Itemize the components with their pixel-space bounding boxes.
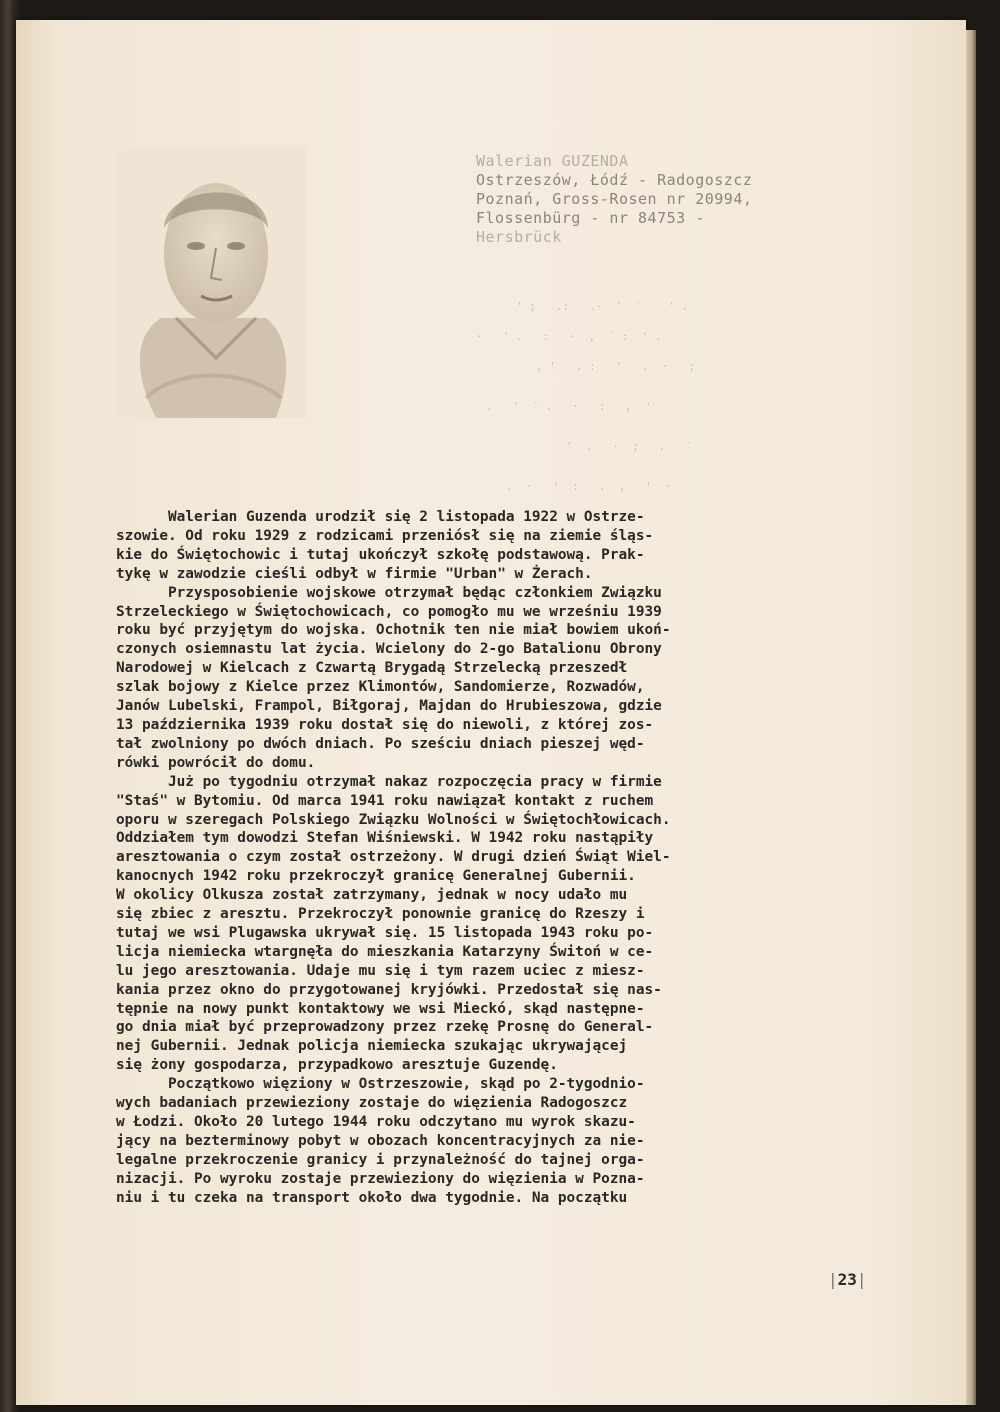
- text-line: czonych osiemnastu lat życia. Wcielony do 2-go Batalionu Obrony: [116, 641, 662, 658]
- text-line: Przysposobienie wojskowe otrzymał będąc członkiem Związku: [116, 584, 662, 601]
- text-line: w Łodzi. Około 20 lutego 1944 roku odczytano mu wyrok skazu-: [116, 1114, 636, 1130]
- text-line: oporu w szeregach Polskiego Związku Wolności w Świętochłowicach.: [116, 811, 671, 828]
- text-line: Już po tygodniu otrzymał nakaz rozpoczęcia pracy w firmie: [116, 773, 662, 790]
- text-line: Oddziałem tym dowodzi Stefan Wiśniewski. W 1942 roku nastąpiły: [116, 830, 654, 847]
- text-line: legalne przekroczenie granicy i przynależność do tajnej orga-: [116, 1151, 645, 1168]
- text-line: aresztowania o czym został ostrzeżony. W drugi dzień Świąt Wiel-: [116, 849, 671, 866]
- text-line: się żony gospodarza, przypadkowo aresztuje Guzendę.: [116, 1057, 558, 1074]
- text-line: go dnia miał być przeprowadzony przez rzekę Prosnę do General-: [116, 1019, 654, 1036]
- text-line: szlak bojowy z Kielce przez Klimontów, Sandomierze, Rozwadów,: [116, 679, 645, 696]
- show-through-noise: ' ; .: .· ' ˙ ' . · ' . : · , ˙ : ' . , ' . : ' . · ; . ' ˙ . · : , ' ' . · ; . ˙ . · ' : . , ' ·: [476, 300, 695, 493]
- text-line: tał zwolniony po dwóch dniach. Po sześciu dniach pieszej węd-: [116, 735, 645, 752]
- text-line: kie do Świętochowic i tutaj ukończył szkołę podstawową. Prak-: [116, 546, 645, 563]
- text-line: rówki powrócił do domu.: [116, 754, 316, 771]
- text-line: wych badaniach przewieziony zostaje do więzienia Radogoszcz: [116, 1095, 628, 1112]
- page-number: |23|: [828, 1270, 867, 1289]
- text-line: lu jego aresztowania. Udaje mu się i tym razem uciec z miesz-: [116, 962, 645, 979]
- caption-line: Flossenbürg - nr 84753 -: [476, 209, 705, 227]
- text-line: kania przez okno do przygotowanej kryjówki. Przedostał się nas-: [116, 981, 662, 998]
- book-page: [16, 20, 966, 1405]
- text-line: Walerian Guzenda urodził się 2 listopada 1922 w Ostrze-: [116, 509, 645, 525]
- text-line: roku być przyjętym do wojska. Ochotnik ten nie miał bowiem ukoń-: [116, 622, 671, 639]
- text-line: nej Gubernii. Jednak policja niemiecka szukając ukrywającej: [116, 1038, 628, 1055]
- text-line: szowie. Od roku 1929 z rodzicami przeniósł się na ziemie śląs-: [116, 527, 654, 544]
- text-line: Początkowo więziony w Ostrzeszowie, skąd po 2-tygodnio-: [116, 1076, 645, 1093]
- caption-line: Hersbrück: [476, 228, 562, 246]
- caption-line: Poznań, Gross-Rosen nr 20994,: [476, 190, 753, 208]
- text-line: kanocnych 1942 roku przekroczył granicę Generalnej Gubernii.: [116, 868, 636, 885]
- text-line: jący na bezterminowy pobyt w obozach koncentracyjnych za nie-: [116, 1132, 645, 1149]
- caption-name: Walerian GUZENDA: [476, 152, 629, 170]
- text-line: Janów Lubelski, Frampol, Biłgoraj, Majdan do Hrubieszowa, gdzie: [116, 698, 662, 715]
- photo-caption: [476, 152, 876, 247]
- caption-line: Ostrzeszów, Łódź - Radogoszcz: [476, 171, 753, 189]
- text-line: niu i tu czeka na transport około dwa tygodnie. Na początku: [116, 1189, 628, 1206]
- text-line: nizacji. Po wyroku zostaje przewieziony do więzienia w Pozna-: [116, 1170, 645, 1187]
- text-line: 13 października 1939 roku dostał się do niewoli, z której zos-: [116, 716, 654, 733]
- text-line: Strzeleckiego w Świętochowicach, co pomogło mu we wrześniu 1939: [116, 603, 662, 620]
- page-number-value: 23: [837, 1270, 857, 1289]
- text-line: tykę w zawodzie cieśli odbył w firmie "Urban" w Żerach.: [116, 565, 593, 582]
- text-line: W okolicy Olkusza został zatrzymany, jednak w nocy udało mu: [116, 887, 628, 904]
- text-line: Narodowej w Kielcach z Czwartą Brygadą Strzelecką przeszedł: [116, 660, 628, 677]
- text-line: licja niemiecka wtargnęła do mieszkania Katarzyny Świtoń w ce-: [116, 943, 654, 960]
- body-text: [116, 508, 901, 1208]
- text-line: "Staś" w Bytomiu. Od marca 1941 roku nawiązał kontakt z ruchem: [116, 792, 654, 809]
- portrait-photo: [116, 148, 306, 418]
- text-line: się zbiec z aresztu. Przekroczył ponownie granicę do Rzeszy i: [116, 906, 645, 923]
- text-line: tutaj we wsi Plugawska ukrywał się. 15 listopada 1943 roku po-: [116, 924, 654, 941]
- page-edge: [966, 30, 976, 1405]
- text-line: tępnie na nowy punkt kontaktowy we wsi Mieckó, skąd następne-: [116, 1000, 645, 1017]
